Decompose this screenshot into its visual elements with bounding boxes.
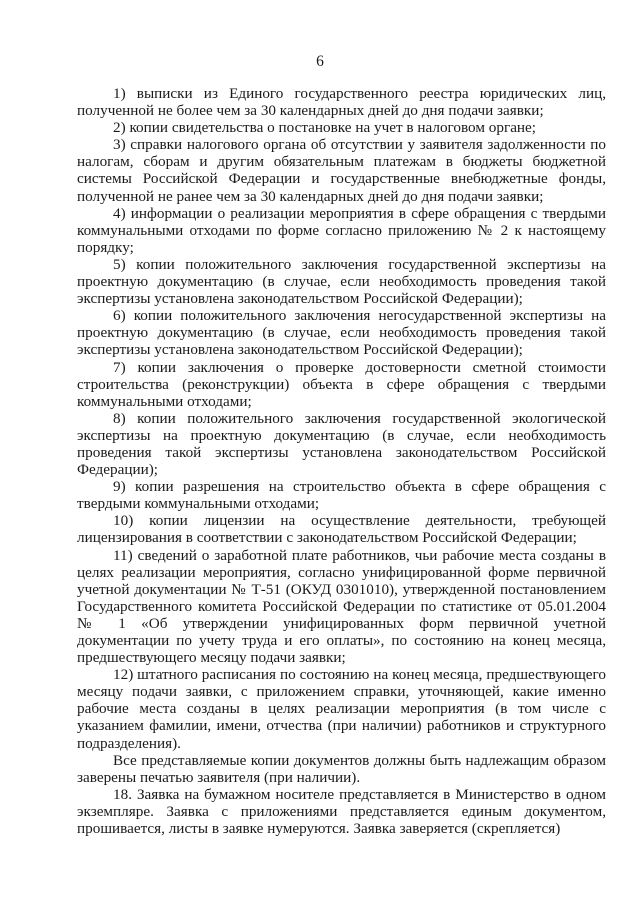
paragraph-item-8: 8) копии положительного заключения государственной экологической экспертизы на проектную документацию (в случае, если необходимость проведения такой экспертизы установлена законодательством Российской Федерации); (77, 409, 606, 479)
paragraph-item-6: 6) копии положительного заключения негосударственной экспертизы на проектную документацию (в случае, если необходимость проведения такой экспертизы установлена законодательством Российской Федерации); (77, 307, 606, 359)
page-number: 6 (316, 53, 324, 70)
paragraph-item-5: 5) копии положительного заключения государственной экспертизы на проектную документацию (в случае, если необходимость проведения такой экспертизы установлена законодательством Российской Федерации); (77, 255, 606, 308)
paragraph-item-9: 9) копии разрешения на строительство объекта в сфере обращения с твердыми коммунальными отходами; (77, 478, 606, 513)
paragraph-item-3: 3) справки налогового органа об отсутствии у заявителя задолженности по налогам, сборам и другим обязательным платежам в бюджеты бюджетной системы Российской Федерации и государственные внебюджетные фонды, полученной не ранее чем за 30 календарных дней до дня подачи заявки; (77, 136, 606, 205)
paragraph-section-18: 18. Заявка на бумажном носителе представляется в Министерство в одном экземпляре. Заявка с приложениями представляется единым документом, прошивается, листы в заявке нумеруются. Заявка заверяется (скрепляется) (77, 785, 606, 838)
paragraph-item-2: 2) копии свидетельства о постановке на учет в налоговом органе; (113, 119, 537, 137)
paragraph-item-10: 10) копии лицензии на осуществление деятельности, требующей лицензирования в соответствии с законодательством Российской Федерации; (77, 512, 606, 547)
document-body (77, 85, 606, 837)
paragraph-item-1: 1) выписки из Единого государственного реестра юридических лиц, полученной не более чем за 30 календарных дней до дня подачи заявки; (77, 85, 606, 120)
paragraph-item-4: 4) информации о реализации мероприятия в сфере обращения с твердыми коммунальными отходами по форме согласно приложению № 2 к настоящему порядку; (77, 204, 606, 256)
paragraph-copies-note: Все представляемые копии документов должны быть надлежащим образом заверены печатью заявителя (при наличии). (77, 751, 606, 786)
paragraph-item-7: 7) копии заключения о проверке достоверности сметной стоимости строительства (реконструкции) объекта в сфере обращения с твердыми коммунальными отходами; (77, 358, 606, 410)
paragraph-item-11: 11) сведений о заработной плате работников, чьи рабочие места созданы в целях реализации мероприятия, согласно унифицированной форме первичной учетной документации № Т-51 (ОКУД 0301010), утвержденной постановлением Государственного комитета Российской Федерации по статистике от 05.01.2004 № 1 «Об утверждении унифицированных форм первичной учетной документации по учету труда и его оплаты», по состоянию на конец месяца, предшествующего месяцу подачи заявки; (77, 546, 606, 667)
paragraph-item-12: 12) штатного расписания по состоянию на конец месяца, предшествующего месяцу подачи заявки, с приложением справки, уточняющей, какие именно рабочие места созданы в целях реализации мероприятия (в том числе с указанием фамилии, имени, отчества (при наличии) работников и структурного подразделения). (77, 666, 606, 752)
